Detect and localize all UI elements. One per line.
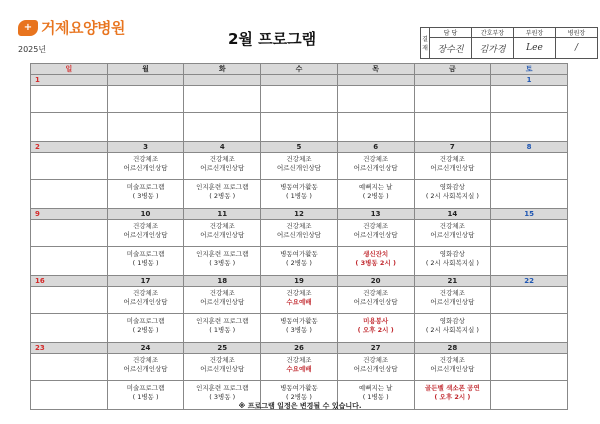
program-entry: ( 3병동 ) (286, 326, 312, 335)
program-entry: ( 1병동 ) (362, 393, 389, 402)
program-cell (184, 180, 261, 209)
cross-icon: + (18, 20, 38, 36)
program-entry: ( 오후 2시 ) (357, 326, 394, 335)
program-entry: 미술프로그램 (126, 317, 165, 325)
program-entry: 건강체조 (363, 222, 389, 230)
program-entry: 건강체조 (286, 289, 312, 297)
program-cell (31, 220, 108, 247)
hospital-name: 거제요양병원 (41, 19, 125, 37)
program-row (31, 86, 568, 113)
program-entry: 예뻐지는 날 (358, 183, 393, 191)
date-number: 4 (184, 142, 261, 153)
program-entry: ( 2병동 ) (286, 259, 312, 268)
program-cell (337, 180, 414, 209)
program-entry: 어르신개인상담 (123, 164, 168, 173)
date-number: 9 (31, 209, 108, 220)
program-entry: 영화감상 (439, 317, 465, 325)
program-entry: 건강체조 (363, 155, 389, 163)
program-cell (261, 354, 338, 381)
program-entry: 병동여가활동 (280, 384, 318, 392)
date-number: 3 (107, 142, 184, 153)
program-entry: 건강체조 (363, 289, 389, 297)
program-entry: 건강체조 (363, 356, 389, 364)
weekday-label: 화 (184, 64, 261, 75)
program-cell (491, 220, 568, 247)
program-cell (491, 247, 568, 276)
program-cell (337, 354, 414, 381)
program-entry: 미술프로그램 (126, 384, 165, 392)
page-header (0, 0, 600, 60)
program-entry: 어르신개인상담 (430, 298, 475, 307)
program-cell (491, 354, 568, 381)
program-cell (184, 314, 261, 343)
program-cell (184, 247, 261, 276)
program-cell (337, 113, 414, 142)
program-cell (491, 180, 568, 209)
date-number: 1 (491, 75, 568, 86)
program-cell (414, 113, 491, 142)
program-cell (491, 113, 568, 142)
program-entry: 건강체조 (209, 155, 235, 163)
program-cell (261, 287, 338, 314)
date-number: 2 (31, 142, 108, 153)
program-entry: ( 1병동 ) (286, 192, 312, 201)
date-number: 13 (337, 209, 414, 220)
program-cell (491, 153, 568, 180)
program-cell (414, 247, 491, 276)
approval-role: 부원장 (514, 28, 556, 38)
program-entry: ( 2시 사회복지실 ) (425, 326, 479, 335)
date-number: 8 (491, 142, 568, 153)
approval-signature: 김가경 (472, 38, 514, 59)
program-row (31, 247, 568, 276)
page-title: 2월 프로그램 (228, 30, 317, 48)
program-entry: 어르신개인상담 (430, 164, 475, 173)
program-entry: ( 2시 사회복지실 ) (425, 259, 479, 268)
program-cell (261, 247, 338, 276)
weekday-label: 수 (261, 64, 338, 75)
program-cell (107, 153, 184, 180)
program-cell (107, 113, 184, 142)
program-entry: ( 2병동 ) (209, 192, 236, 201)
date-number: 11 (184, 209, 261, 220)
program-entry: ( 1병동 ) (132, 393, 159, 402)
program-entry: 미술프로그램 (126, 183, 165, 191)
program-entry: ( 2시 사회복지실 ) (425, 192, 479, 201)
program-entry: 생신잔치 (363, 250, 389, 258)
program-entry: ( 2병동 ) (286, 393, 312, 402)
date-number: 26 (261, 343, 338, 354)
program-cell (107, 247, 184, 276)
program-entry: 어르신개인상담 (200, 298, 245, 307)
program-cell (337, 314, 414, 343)
program-entry: 어르신개인상담 (200, 365, 245, 374)
program-cell (31, 287, 108, 314)
program-entry: 병동여가활동 (280, 250, 318, 258)
date-number: 6 (337, 142, 414, 153)
date-number (261, 75, 338, 86)
program-row (31, 180, 568, 209)
date-row (31, 209, 568, 220)
date-number: 10 (107, 209, 184, 220)
weekday-label: 월 (107, 64, 184, 75)
program-cell (184, 354, 261, 381)
program-entry: 어르신개인상담 (353, 365, 398, 374)
program-entry: 건강체조 (439, 289, 465, 297)
program-cell (491, 86, 568, 113)
approval-signature: 장수진 (430, 38, 472, 59)
date-number (491, 343, 568, 354)
date-number: 5 (261, 142, 338, 153)
program-cell (414, 86, 491, 113)
program-cell (184, 153, 261, 180)
program-cell (491, 287, 568, 314)
program-cell (184, 220, 261, 247)
program-cell (107, 180, 184, 209)
program-cell (261, 314, 338, 343)
program-entry: 인지훈련 프로그램 (196, 384, 249, 392)
date-number: 17 (107, 276, 184, 287)
program-cell (107, 287, 184, 314)
program-cell (337, 86, 414, 113)
program-entry: 어르신개인상담 (276, 231, 321, 240)
date-number: 20 (337, 276, 414, 287)
program-entry: 인지훈련 프로그램 (196, 183, 249, 191)
program-cell (31, 113, 108, 142)
program-row (31, 113, 568, 142)
program-entry: 건강체조 (439, 155, 465, 163)
program-entry: 어르신개인상담 (276, 164, 321, 173)
program-cell (31, 354, 108, 381)
date-number: 22 (491, 276, 568, 287)
program-entry: 건강체조 (286, 155, 312, 163)
program-entry: 어르신개인상담 (123, 298, 168, 307)
date-number: 14 (414, 209, 491, 220)
program-cell (337, 220, 414, 247)
approval-box (420, 27, 598, 59)
program-entry: 건강체조 (439, 222, 465, 230)
program-cell (107, 220, 184, 247)
approval-signature: Lee (514, 38, 556, 59)
program-cell (107, 86, 184, 113)
program-cell (31, 86, 108, 113)
program-cell (261, 180, 338, 209)
program-entry: 건강체조 (286, 222, 312, 230)
program-cell (414, 287, 491, 314)
date-number: 28 (414, 343, 491, 354)
weekday-header-row (31, 64, 568, 75)
program-entry: 어르신개인상담 (353, 231, 398, 240)
date-number: 15 (491, 209, 568, 220)
program-cell (184, 113, 261, 142)
program-cell (337, 153, 414, 180)
program-entry: 미술프로그램 (126, 250, 165, 258)
program-entry: ( 3병동 ) (209, 259, 236, 268)
program-entry: 건강체조 (132, 356, 159, 364)
approval-role: 병원장 (556, 28, 598, 38)
program-row (31, 287, 568, 314)
program-entry: ( 오후 2시 ) (434, 393, 471, 402)
program-entry: 어르신개인상담 (353, 164, 398, 173)
program-cell (31, 247, 108, 276)
date-number: 21 (414, 276, 491, 287)
date-row (31, 142, 568, 153)
program-cell (414, 153, 491, 180)
program-entry: 수요예배 (286, 298, 312, 307)
weekday-label: 목 (337, 64, 414, 75)
program-entry: 어르신개인상담 (200, 164, 245, 173)
date-row (31, 75, 568, 86)
program-cell (337, 247, 414, 276)
date-number: 18 (184, 276, 261, 287)
date-number: 12 (261, 209, 338, 220)
hospital-logo (18, 17, 125, 38)
program-entry: 건강체조 (132, 222, 159, 230)
program-cell (261, 220, 338, 247)
date-number (414, 75, 491, 86)
program-entry: 건강체조 (209, 222, 235, 230)
program-entry: 병동여가활동 (280, 317, 318, 325)
program-row (31, 354, 568, 381)
program-entry: 영화감상 (439, 250, 465, 258)
program-cell (31, 180, 108, 209)
approval-role: 간호부장 (472, 28, 514, 38)
date-number: 1 (31, 75, 108, 86)
program-entry: 건강체조 (286, 356, 312, 364)
program-entry: 수요예배 (286, 365, 312, 374)
program-entry: 어르신개인상담 (430, 231, 475, 240)
program-cell (491, 314, 568, 343)
program-entry: 인지훈련 프로그램 (196, 317, 249, 325)
program-cell (414, 180, 491, 209)
program-entry: 예뻐지는 날 (358, 384, 393, 392)
program-cell (31, 314, 108, 343)
program-cell (414, 354, 491, 381)
date-number: 16 (31, 276, 108, 287)
program-cell (261, 113, 338, 142)
program-cell (184, 287, 261, 314)
date-row (31, 276, 568, 287)
program-cell (414, 220, 491, 247)
program-entry: 미용봉사 (363, 317, 389, 325)
weekday-label: 일 (31, 64, 108, 75)
date-number: 23 (31, 343, 108, 354)
program-entry: ( 1병동 ) (209, 326, 236, 335)
program-entry: 인지훈련 프로그램 (196, 250, 249, 258)
program-entry: ( 3병동 ) (209, 393, 236, 402)
program-entry: ( 1병동 ) (132, 259, 159, 268)
program-entry: 건강체조 (132, 155, 159, 163)
weekday-label: 금 (414, 64, 491, 75)
program-cell (414, 314, 491, 343)
program-entry: 어르신개인상담 (123, 365, 168, 374)
schedule-notice: ※ 프로그램 일정은 변경될 수 있습니다. (238, 402, 362, 410)
approval-side-label: 결 재 (421, 28, 430, 59)
program-entry: 어르신개인상담 (430, 365, 475, 374)
program-entry: 건강체조 (132, 289, 159, 297)
program-row (31, 314, 568, 343)
date-number: 24 (107, 343, 184, 354)
program-cell (107, 354, 184, 381)
program-calendar (30, 63, 568, 410)
program-entry: 어르신개인상담 (200, 231, 245, 240)
date-number: 25 (184, 343, 261, 354)
date-number: 19 (261, 276, 338, 287)
program-entry: 건강체조 (209, 289, 235, 297)
program-entry: 어르신개인상담 (353, 298, 398, 307)
weekday-label: 토 (491, 64, 568, 75)
program-entry: 골든벨 색소폰 공연 (424, 384, 480, 392)
program-cell (107, 314, 184, 343)
program-entry: ( 2병동 ) (362, 192, 389, 201)
program-entry: 어르신개인상담 (123, 231, 168, 240)
program-entry: 병동여가활동 (280, 183, 318, 191)
program-cell (337, 287, 414, 314)
program-cell (261, 153, 338, 180)
program-entry: ( 2병동 ) (132, 326, 159, 335)
program-row (31, 220, 568, 247)
program-cell (184, 86, 261, 113)
program-cell (261, 86, 338, 113)
date-number: 7 (414, 142, 491, 153)
date-number (107, 75, 184, 86)
program-entry: 건강체조 (439, 356, 465, 364)
program-row (31, 153, 568, 180)
program-entry: 영화감상 (439, 183, 465, 191)
date-row (31, 343, 568, 354)
date-number (184, 75, 261, 86)
program-entry: ( 3병동 ) (132, 192, 159, 201)
date-number (337, 75, 414, 86)
program-entry: 건강체조 (209, 356, 235, 364)
date-number: 27 (337, 343, 414, 354)
approval-role: 담 당 (430, 28, 472, 38)
program-entry: ( 3병동 2시 ) (355, 259, 396, 268)
approval-signature: / (556, 38, 598, 59)
year-label: 2025년 (18, 45, 47, 54)
program-cell (31, 153, 108, 180)
